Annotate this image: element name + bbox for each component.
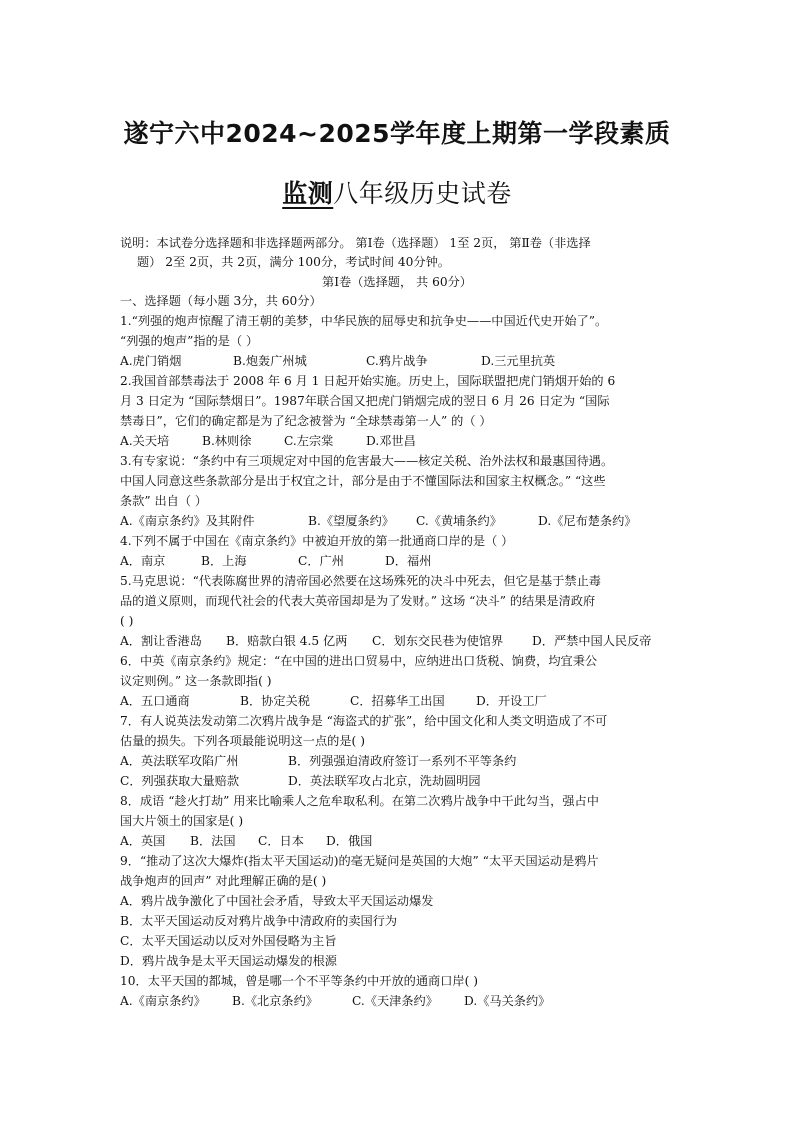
q10-options — [120, 993, 550, 1009]
q8-stem-line2: 国大片领土的国家是( ) — [120, 814, 244, 828]
q5-options — [120, 633, 651, 649]
q2-option-c: C.左宗棠 — [284, 434, 334, 448]
q4-option-d: D．福州 — [385, 554, 432, 568]
q6-option-b: B．协定关税 — [240, 694, 310, 708]
q5-option-a: A．割让香港岛 — [120, 634, 202, 648]
q1-stem-line2: “列强的炮声”指的是（ ） — [120, 334, 259, 348]
q2-option-a: A.关天培 — [120, 434, 170, 448]
exam-title-monitor: 监测 — [282, 179, 334, 208]
q5-stem-line2: 品的道义原则，而现代社会的代表大英帝国却是为了发财。” 这场 “决斗” 的结果是清政府 — [120, 594, 596, 608]
q2-stem-line1: 2.我国首部禁毒法于 2008 年 6 月 1 日起开始实施。历史上，国际联盟把虎门销烟开始的 6 — [120, 374, 616, 388]
q4-option-a: A．南京 — [120, 554, 166, 568]
q9-option-c: C．太平天国运动以反对外国侵略为主旨 — [120, 934, 337, 948]
q4-stem: 4.下列不属于中国在《南京条约》中被迫开放的第一批通商口岸的是（ ） — [120, 534, 514, 548]
q3-option-a: A.《南京条约》及其附件 — [120, 514, 255, 528]
q9-option-d: D．鸦片战争是太平天国运动爆发的根源 — [120, 954, 337, 968]
q7-option-b: B．列强强迫清政府签订一系列不平等条约 — [288, 754, 517, 768]
q6-options — [120, 693, 547, 709]
q2-stem-line2: 月 3 日定为 “国际禁烟日”。1987年联合国又把虎门销烟完成的翌日 6 月 26 日定为 “国际 — [120, 394, 610, 408]
q7-option-c: C．列强获取大量赔款 — [120, 774, 240, 788]
q1-stem-line1: 1.“列强的炮声惊醒了清王朝的美梦，中华民族的屈辱史和抗争史——中国近代史开始了”。 — [120, 314, 608, 328]
q10-option-c: C.《天津条约》 — [352, 994, 438, 1008]
q3-option-d: D.《尼布楚条约》 — [538, 514, 637, 528]
q5-option-c: C．划东交民巷为使馆界 — [372, 634, 504, 648]
q6-stem-line2: 议定则例。” 这一条款即指( ) — [120, 674, 272, 688]
q3-option-c: C.《黄埔条约》 — [416, 514, 502, 528]
q6-option-a: A．五口通商 — [120, 694, 190, 708]
q2-options — [120, 433, 416, 449]
q5-stem-line3: ( ) — [120, 614, 134, 628]
q6-option-d: D．开设工厂 — [476, 694, 547, 708]
q8-option-a: A．英国 — [120, 834, 166, 848]
q4-option-c: C．广州 — [298, 554, 344, 568]
instructions-line-1: 说明：本试卷分选择题和非选择题两部分。 第Ⅰ卷（选择题） 1至 2页， 第Ⅱ卷（非选择 — [120, 236, 591, 250]
q3-options — [120, 513, 637, 529]
q2-option-d: D.邓世昌 — [366, 434, 416, 448]
q1-option-b: B.炮轰广州城 — [233, 354, 307, 368]
q7-options-row2 — [120, 773, 481, 789]
q3-stem-line3: 条款” 出自（ ） — [120, 494, 208, 508]
q10-option-b: B.《北京条约》 — [232, 994, 318, 1008]
q4-option-b: B．上海 — [201, 554, 247, 568]
q3-stem-line1: 3.有专家说：“条约中有三项规定对中国的危害最大——核定关税、治外法权和最惠国待遇。 — [120, 454, 614, 468]
q5-option-d: D．严禁中国人民反帝 — [532, 634, 652, 648]
section1-heading: 一、选择题（每小题 3分，共 60分） — [120, 294, 322, 308]
q7-stem-line2: 估量的损失。下列各项最能说明这一点的是( ) — [120, 734, 365, 748]
q7-option-a: A．英法联军攻陷广州 — [120, 754, 239, 768]
q8-option-b: B．法国 — [190, 834, 236, 848]
exam-title-subject: 八年级历史试卷 — [333, 179, 512, 208]
q10-stem: 10．太平天国的都城，曾是哪一个不平等条约中开放的通商口岸( ) — [120, 974, 478, 988]
q1-option-d: D.三元里抗英 — [481, 354, 556, 368]
q5-stem-line1: 5.马克思说：“代表陈腐世界的清帝国必然要在这场殊死的决斗中死去，但它是基于禁止毒 — [120, 574, 601, 588]
q3-option-b: B.《望厦条约》 — [308, 514, 394, 528]
q8-option-d: D．俄国 — [326, 834, 373, 848]
q7-stem-line1: 7．有人说英法发动第二次鸦片战争是 “海盗式的扩张”，给中国文化和人类文明造成了不可 — [120, 714, 608, 728]
q1-option-a: A.虎门销烟 — [120, 354, 182, 368]
q7-option-d: D．英法联军攻占北京，洗劫圆明园 — [288, 774, 481, 788]
q1-options — [120, 353, 555, 369]
q9-stem-line2: 战争炮声的回声” 对此理解正确的是( ) — [120, 874, 327, 888]
q9-stem-line1: 9．“推动了这次大爆炸(指太平天国运动)的毫无疑问是英国的大炮” “太平天国运动是鸦片 — [120, 854, 599, 868]
q4-options — [120, 553, 431, 569]
part1-heading: 第Ⅰ卷（选择题， 共 60分） — [322, 275, 472, 289]
instructions-line-2: 题） 2至 2页，共 2页，满分 100分，考试时间 40分钟。 — [137, 255, 450, 269]
q10-option-a: A.《南京条约》 — [120, 994, 206, 1008]
q6-stem-line1: 6．中英《南京条约》规定：“在中国的进出口贸易中，应纳进出口货税、饷费，均宜秉公 — [120, 654, 598, 668]
q2-option-b: B.林则徐 — [202, 434, 252, 448]
q9-option-a: A．鸦片战争激化了中国社会矛盾，导致太平天国运动爆发 — [120, 894, 434, 908]
q8-stem-line1: 8．成语 “趁火打劫” 用来比喻乘人之危牟取私利。在第二次鸦片战争中干此勾当，强占中 — [120, 794, 599, 808]
q9-option-b: B．太平天国运动反对鸦片战争中清政府的卖国行为 — [120, 914, 398, 928]
q8-option-c: C．日本 — [258, 834, 304, 848]
q5-option-b: B．赔款白银 4.5 亿两 — [226, 634, 348, 648]
exam-title-line2 — [0, 174, 794, 210]
q7-options-row1 — [120, 753, 516, 769]
q10-option-d: D.《马关条约》 — [464, 994, 551, 1008]
q2-stem-line3: 禁毒日”，它们的确定都是为了纪念被誉为 “全球禁毒第一人” 的（ ） — [120, 414, 492, 428]
q3-stem-line2: 中国人同意这些条款部分是出于权宜之计，部分是由于不懂国际法和国家主权概念。” “这些 — [120, 474, 606, 488]
q8-options — [120, 833, 372, 849]
exam-title-line1: 遂宁六中2024~2025学年度上期第一学段素质 — [123, 119, 671, 148]
q1-option-c: C.鸦片战争 — [366, 354, 428, 368]
q6-option-c: C．招募华工出国 — [350, 694, 445, 708]
